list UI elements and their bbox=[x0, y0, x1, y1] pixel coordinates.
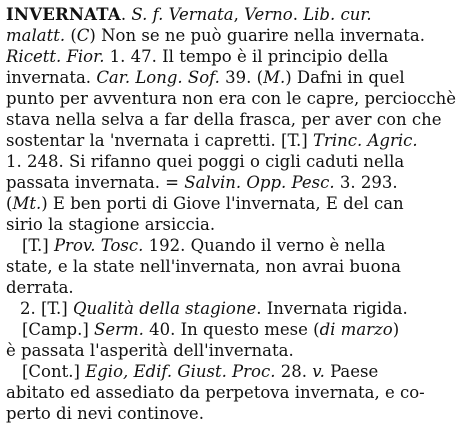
italic-citation: Car. Long. Sof. bbox=[96, 68, 220, 87]
entry-line bbox=[6, 88, 464, 109]
text-run: stava nella selva a far della frasca, per aver con che bbox=[6, 110, 442, 129]
headword: INVERNATA bbox=[6, 5, 121, 24]
text-run: . Invernata rigida. bbox=[256, 299, 408, 318]
text-run: ) E ben porti di Giove l'invernata, E del can bbox=[41, 194, 404, 213]
text-run: sostentar la 'nvernata i capretti. [T.] bbox=[6, 131, 313, 150]
text-run: 39. ( bbox=[219, 68, 264, 87]
italic-citation: Ricett. Fior. bbox=[6, 47, 105, 66]
text-run: invernata. bbox=[6, 68, 97, 87]
text-run: 1. 248. Si rifanno quei poggi o cigli caduti nella bbox=[6, 152, 405, 171]
text-run: Paese bbox=[324, 362, 379, 381]
entry-line bbox=[6, 298, 464, 319]
text-run: [T.] bbox=[22, 236, 54, 255]
entry-line bbox=[6, 172, 464, 193]
text-run: punto per avventura non era con le capre, perciocchè bbox=[6, 89, 457, 108]
entry-line bbox=[6, 130, 464, 151]
entry-line bbox=[6, 319, 464, 340]
italic-citation: Qualità della stagione bbox=[72, 299, 257, 318]
italic-citation: Serm. bbox=[94, 320, 144, 339]
text-run: ) Dafni in quel bbox=[285, 68, 405, 87]
entry-line bbox=[6, 382, 464, 403]
text-run: derrata. bbox=[6, 278, 74, 297]
text-run: . bbox=[120, 5, 132, 24]
dictionary-entry-invernata bbox=[6, 4, 464, 424]
text-run: passata invernata. = bbox=[6, 173, 185, 192]
italic-citation: di marzo bbox=[319, 320, 393, 339]
entry-line bbox=[6, 277, 464, 298]
text-run: ) Non se ne può guarire nella invernata. bbox=[89, 26, 425, 45]
text-run: [Cont.] bbox=[22, 362, 86, 381]
text-run: 28. bbox=[275, 362, 313, 381]
text-run: è passata l'asperità dell'invernata. bbox=[6, 341, 294, 360]
italic-citation: Verno bbox=[244, 5, 293, 24]
entry-line bbox=[6, 109, 464, 130]
entry-line bbox=[6, 151, 464, 172]
text-run: 2. [T.] bbox=[20, 299, 73, 318]
text-run: abitato ed assediato da perpetova invernata, e co- bbox=[6, 383, 425, 402]
entry-line bbox=[6, 256, 464, 277]
text-run: perto di nevi continove. bbox=[6, 404, 204, 423]
italic-citation: Trinc. Agric. bbox=[312, 131, 418, 150]
italic-citation: S. f. Vernata bbox=[131, 5, 234, 24]
italic-citation: C bbox=[76, 26, 90, 45]
text-run: ( bbox=[65, 26, 77, 45]
entry-line bbox=[6, 4, 464, 25]
italic-citation: malatt. bbox=[6, 26, 66, 45]
text-run: 3. 293. bbox=[334, 173, 398, 192]
entry-line bbox=[6, 235, 464, 256]
entry-line bbox=[6, 214, 464, 235]
text-run: state, e la state nell'invernata, non avrai buona bbox=[6, 257, 401, 276]
italic-citation: Mt. bbox=[12, 194, 42, 213]
italic-citation: Lib. cur. bbox=[303, 5, 372, 24]
entry-line bbox=[6, 193, 464, 214]
italic-citation: M. bbox=[263, 68, 286, 87]
text-run: 1. 47. Il tempo è il principio della bbox=[104, 47, 389, 66]
text-run: sirio la stagione arsiccia. bbox=[6, 215, 216, 234]
italic-citation: v. bbox=[312, 362, 325, 381]
entry-line bbox=[6, 361, 464, 382]
text-run: . bbox=[292, 5, 304, 24]
entry-line bbox=[6, 403, 464, 424]
entry-line bbox=[6, 67, 464, 88]
entry-line bbox=[6, 46, 464, 67]
text-run: , bbox=[233, 5, 245, 24]
text-run: 40. In questo mese ( bbox=[143, 320, 320, 339]
text-run: ) bbox=[392, 320, 400, 339]
italic-citation: Prov. Tosc. bbox=[53, 236, 144, 255]
italic-citation: Salvin. Opp. Pesc. bbox=[184, 173, 335, 192]
text-run: ( bbox=[6, 194, 13, 213]
entry-line bbox=[6, 25, 464, 46]
text-run: 192. Quando il verno è nella bbox=[143, 236, 386, 255]
text-run: [Camp.] bbox=[22, 320, 95, 339]
entry-line bbox=[6, 340, 464, 361]
italic-citation: Egio, Edif. Giust. Proc. bbox=[85, 362, 276, 381]
